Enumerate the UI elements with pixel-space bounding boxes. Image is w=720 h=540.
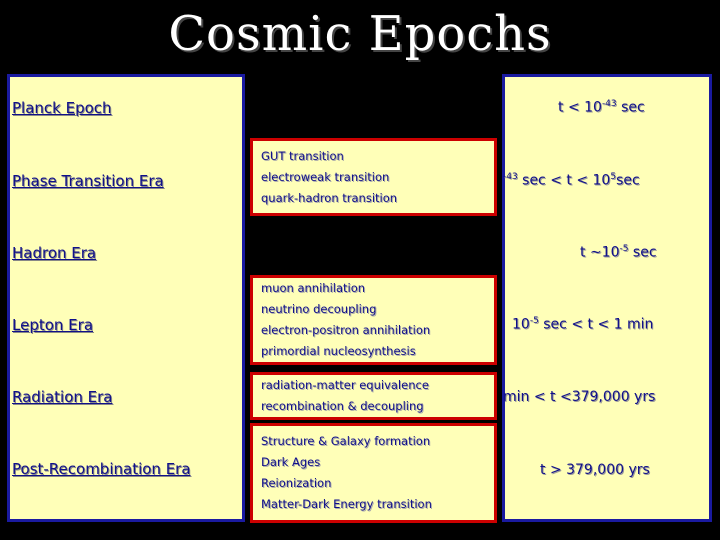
events-radiation [250, 372, 497, 420]
event-item: recombination & decoupling [261, 399, 424, 413]
era-radiation: Radiation Era [12, 388, 113, 406]
events-lepton [250, 275, 497, 365]
era-names-panel [7, 74, 245, 522]
event-item: electroweak transition [261, 169, 390, 184]
time-radiation: min < t <379,000 yrs [503, 389, 656, 405]
time-planck: $t < 10^{-43}$ sec [558, 99, 645, 116]
time-ranges-panel [502, 74, 712, 522]
events-phase-transition [250, 138, 497, 216]
time-phase-transition: $^{-43}$ $\sec < t < 10^5\sec$ [503, 172, 640, 189]
era-lepton: Lepton Era [12, 316, 94, 334]
event-item: Reionization [261, 476, 332, 490]
era-hadron: Hadron Era [12, 244, 97, 262]
era-phase-transition: Phase Transition Era [12, 172, 164, 190]
event-item: Structure & Galaxy formation [261, 434, 431, 448]
event-item: neutrino decoupling [261, 302, 377, 316]
event-item: Matter-Dark Energy transition [261, 497, 432, 511]
event-item: Dark Ages [261, 455, 321, 469]
event-item: quark-hadron transition [261, 190, 398, 205]
event-item: radiation-matter equivalence [261, 378, 429, 392]
time-lepton: $10^{-5}$ sec < t < 1 min [512, 316, 654, 333]
time-post-recombination: t > 379,000 yrs [540, 462, 650, 478]
event-item: electron-positron annihilation [261, 323, 431, 337]
time-hadron: t $\sim 10^{-5}$ sec [580, 244, 657, 261]
event-item: muon annihilation [261, 281, 366, 295]
events-post-recombination [250, 423, 497, 523]
event-item: GUT transition [261, 148, 344, 163]
page-title: Cosmic Epochs [168, 6, 552, 62]
era-planck-epoch: Planck Epoch [12, 99, 112, 117]
era-post-recombination: Post-Recombination Era [12, 460, 191, 478]
event-item: primordial nucleosynthesis [261, 344, 416, 358]
